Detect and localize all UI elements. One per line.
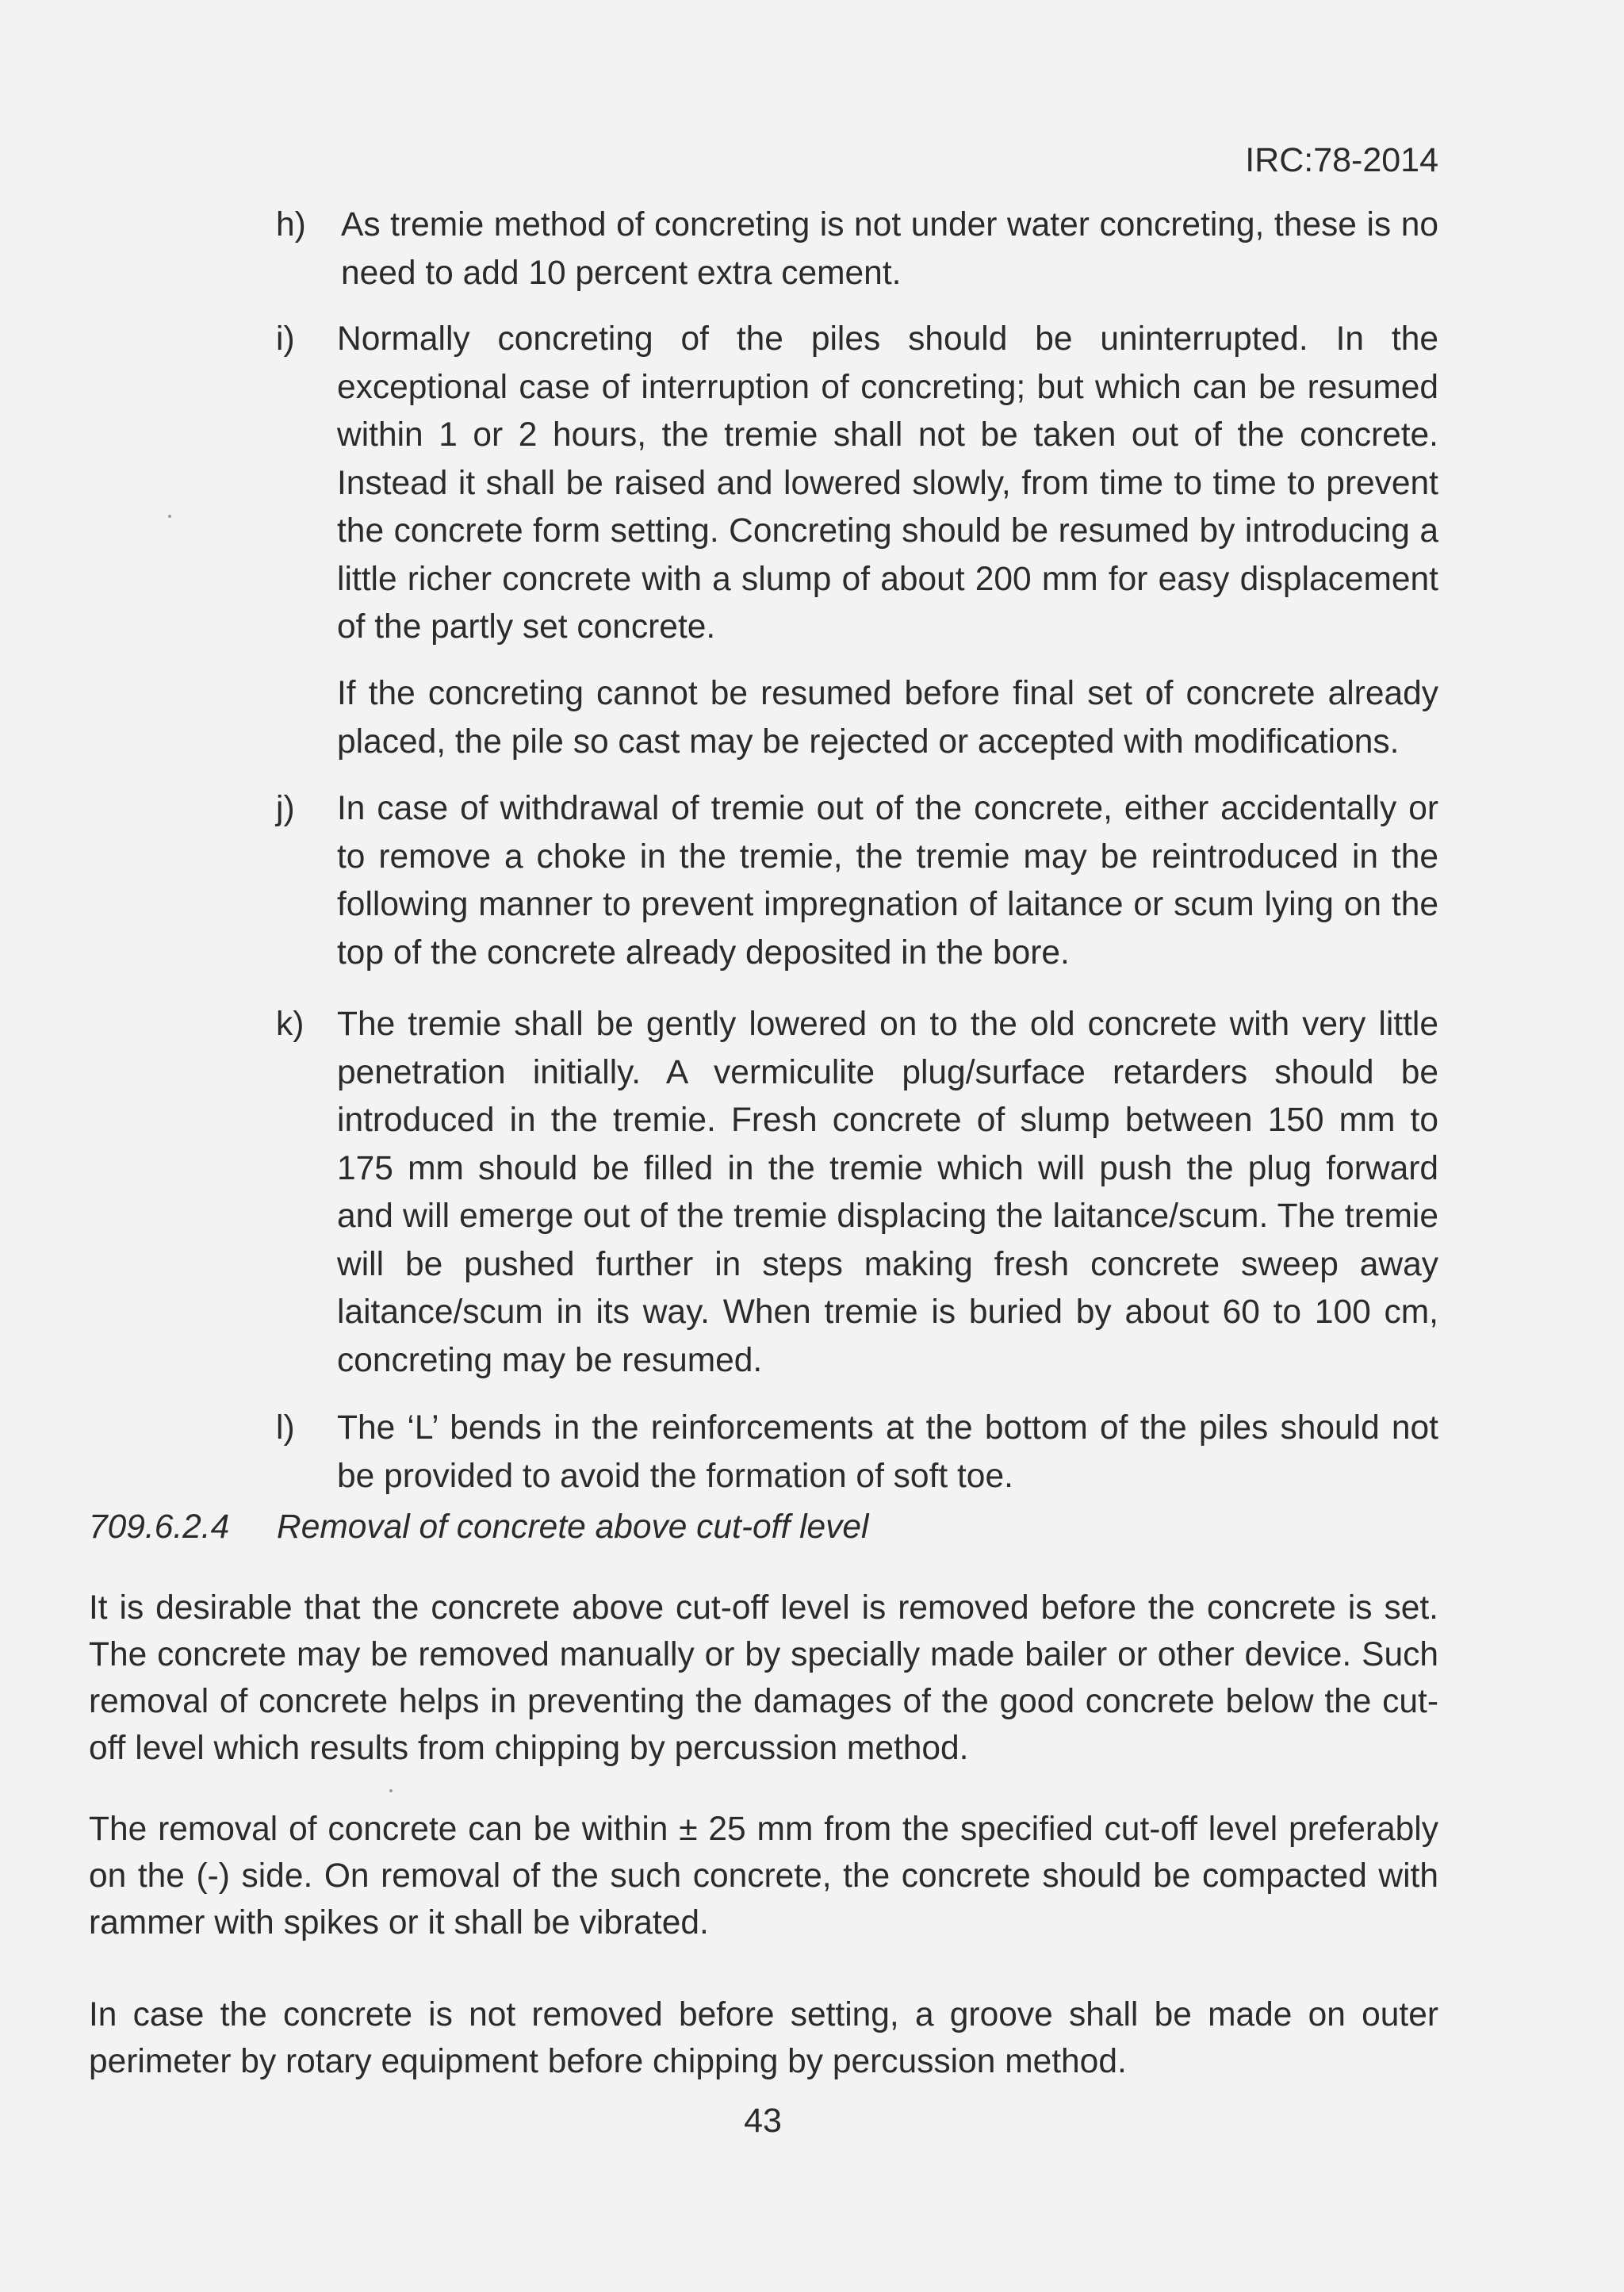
scan-speck [168, 515, 171, 518]
list-item-l [276, 1405, 1438, 1501]
list-item-j [276, 785, 1438, 977]
document-code: IRC:78-2014 [1245, 141, 1438, 179]
list-item-label: i) [276, 320, 295, 358]
body-paragraph: In case the concrete is not removed before setting, a groove shall be made on outer perimeter by rotary equipment before chipping by percussion method. [89, 1996, 1438, 2080]
section-title: Removal of concrete above cut-off level [277, 1508, 869, 1546]
list-item-text: The tremie shall be gently lowered on to the old concrete with very little penetration initially. A vermiculite plug/surface retarders should be introduced in the tremie. Fresh concrete of slump between 150 mm to 175 mm should be filled in the tremie which will push the plug forward and will emerge out of the tremie displacing the laitance/scum. The tremie will be pushed further in steps making fresh concrete sweep away laitance/scum in its way. When tremie is buried by about 60 to 100 cm, concreting may be resumed. [337, 1006, 1438, 1379]
list-item-text: Normally concreting of the piles should be uninterrupted. In the exceptional case of interruption of concreting; but which can be resumed within 1 or 2 hours, the tremie shall not be taken out of the concrete. Instead it shall be raised and lowered slowly, from time to time to prevent the concrete form setting. Concreting should be resumed by introducing a little richer concrete with a slump of about 200 mm for easy displacement of the partly set concrete. [337, 320, 1438, 646]
list-item-label: k) [276, 1006, 304, 1043]
list-item-i [276, 316, 1438, 652]
list-item-label: j) [276, 790, 295, 827]
list-item-text: In case of withdrawal of tremie out of the concrete, either accidentally or to remove a choke in the tremie, the tremie may be reintroduced in the following manner to prevent impregnation of laitance or scum lying on the top of the concrete already deposited in the bore. [337, 790, 1438, 972]
section-heading [89, 1504, 869, 1551]
list-item-label: l) [276, 1409, 295, 1447]
body-paragraph: The removal of concrete can be within ± 25 mm from the specified cut-off level preferably on the (-) side. On removal of the such concrete, the concrete should be compacted with rammer with spikes or it shall be vibrated. [89, 1811, 1438, 1941]
section-number: 709.6.2.4 [89, 1508, 230, 1546]
list-item-text: As tremie method of concreting is not under water concreting, these is no need to add 10 percent extra cement. [341, 206, 1438, 292]
scan-speck [389, 1789, 393, 1792]
list-item-h [276, 201, 1438, 297]
list-item-label: h) [276, 206, 306, 243]
list-item-k [276, 1001, 1438, 1385]
list-item-text: The ‘L’ bends in the reinforcements at the bottom of the piles should not be provided to avoid the formation of soft toe. [337, 1409, 1438, 1495]
body-paragraph: It is desirable that the concrete above cut-off level is removed before the concrete is set. The concrete may be removed manually or by specially made bailer or other device. Such removal of concrete helps in preventing the damages of the good concrete below the cut-off level which results from chipping by percussion method. [89, 1589, 1438, 1767]
page-number: 43 [744, 2102, 782, 2140]
list-item-continuation: If the concreting cannot be resumed before final set of concrete already placed, the pile so cast may be rejected or accepted with modifications. [337, 675, 1438, 761]
